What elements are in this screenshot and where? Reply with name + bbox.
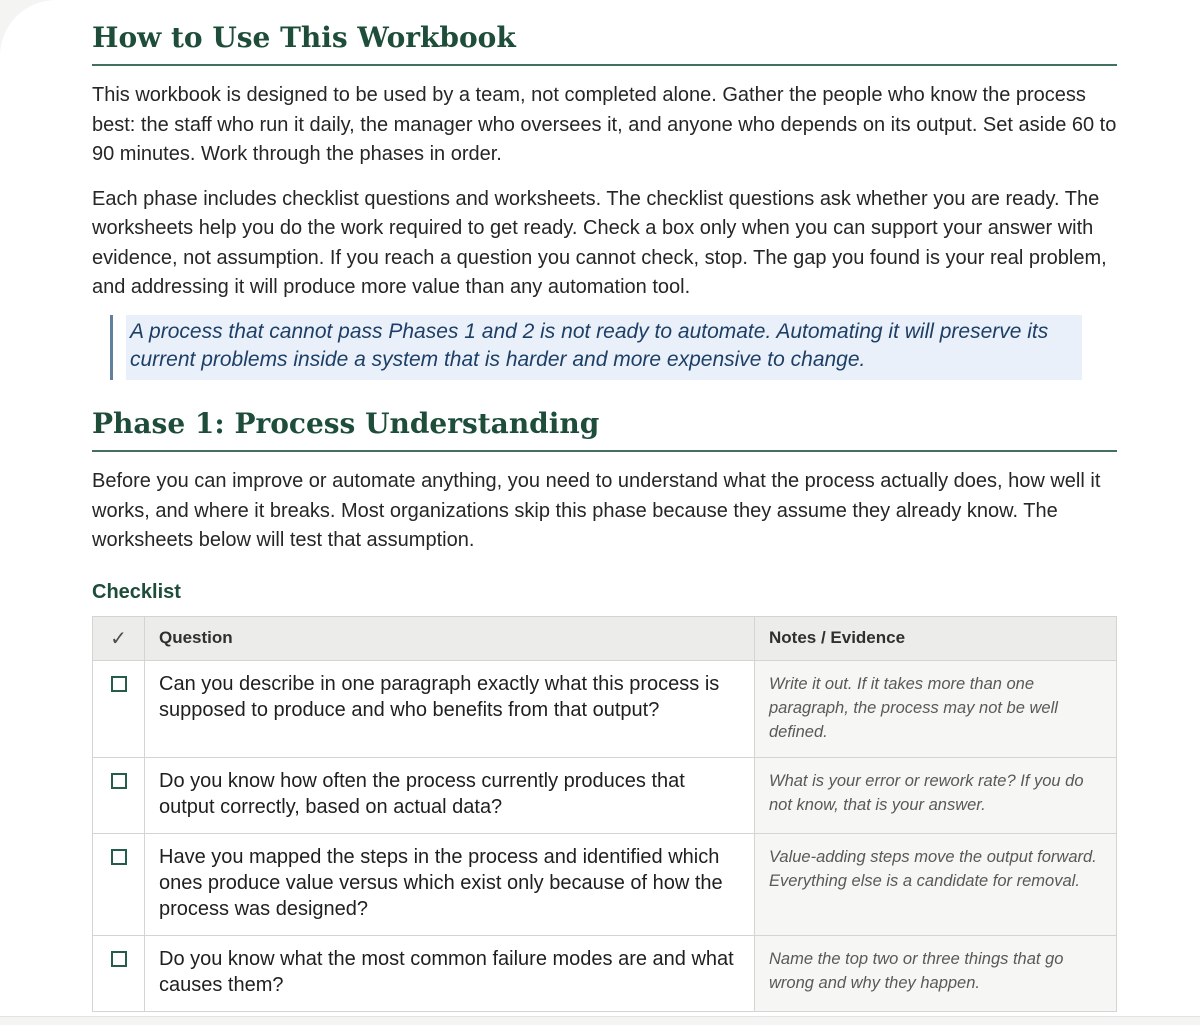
checklist-heading: Checklist <box>92 580 181 603</box>
row-checkbox[interactable] <box>111 773 127 789</box>
notes-column-header: Notes / Evidence <box>755 616 1117 660</box>
notes-cell: Value-adding steps move the output forward. Everything else is a candidate for removal. <box>755 833 1117 935</box>
question-cell: Do you know what the most common failure modes are and what causes them? <box>145 935 755 1011</box>
row-checkbox[interactable] <box>111 849 127 865</box>
table-row <box>93 660 1117 757</box>
row-checkbox[interactable] <box>111 951 127 967</box>
phase1-section-title: Phase 1: Process Understanding <box>92 406 1117 452</box>
table-row <box>93 833 1117 935</box>
question-cell: Do you know how often the process currently produces that output correctly, based on actual data? <box>145 757 755 833</box>
checkbox-cell <box>93 660 145 757</box>
table-row <box>93 757 1117 833</box>
intro-paragraph-1: This workbook is designed to be used by a team, not completed alone. Gather the people who know the process best: the staff who run it daily, the manager who oversees it, and anyone who depends on its output. Set aside 60 to 90 minutes. Work through the phases in order. <box>92 84 1117 165</box>
question-column-header: Question <box>145 616 755 660</box>
checklist-header-row <box>93 616 1117 660</box>
question-cell: Have you mapped the steps in the process and identified which ones produce value versus which exist only because of how the process was designed? <box>145 833 755 935</box>
notes-cell: What is your error or rework rate? If you do not know, that is your answer. <box>755 757 1117 833</box>
checkmark-icon: ✓ <box>93 616 145 660</box>
notes-cell: Write it out. If it takes more than one paragraph, the process may not be well defined. <box>755 660 1117 757</box>
intro-section-title: How to Use This Workbook <box>92 20 1117 66</box>
checkbox-cell <box>93 833 145 935</box>
phase1-intro-paragraph: Before you can improve or automate anything, you need to understand what the process actually does, how well it works, and where it breaks. Most organizations skip this phase because they assume they already know. The worksheets below will test that assumption. <box>92 470 1101 552</box>
warning-callout <box>110 315 1082 381</box>
row-checkbox[interactable] <box>111 676 127 692</box>
checkbox-cell <box>93 935 145 1011</box>
intro-paragraph-2: Each phase includes checklist questions and worksheets. The checklist questions ask whether you are ready. The worksheets help you do the work required to get ready. Check a box only when you can support your answer with evidence, not assumption. If you reach a question you cannot check, stop. The gap you found is your real problem, and addressing it will produce more value than any automation tool. <box>92 187 1107 298</box>
checklist-table <box>92 616 1117 1012</box>
warning-callout-text: A process that cannot pass Phases 1 and 2 is not ready to automate. Automating it will preserve its current problems inside a system that is harder and more expensive to change. <box>126 315 1082 381</box>
checkbox-cell <box>93 757 145 833</box>
question-cell: Can you describe in one paragraph exactly what this process is supposed to produce and who benefits from that output? <box>145 660 755 757</box>
table-row <box>93 935 1117 1011</box>
notes-cell: Name the top two or three things that go wrong and why they happen. <box>755 935 1117 1011</box>
